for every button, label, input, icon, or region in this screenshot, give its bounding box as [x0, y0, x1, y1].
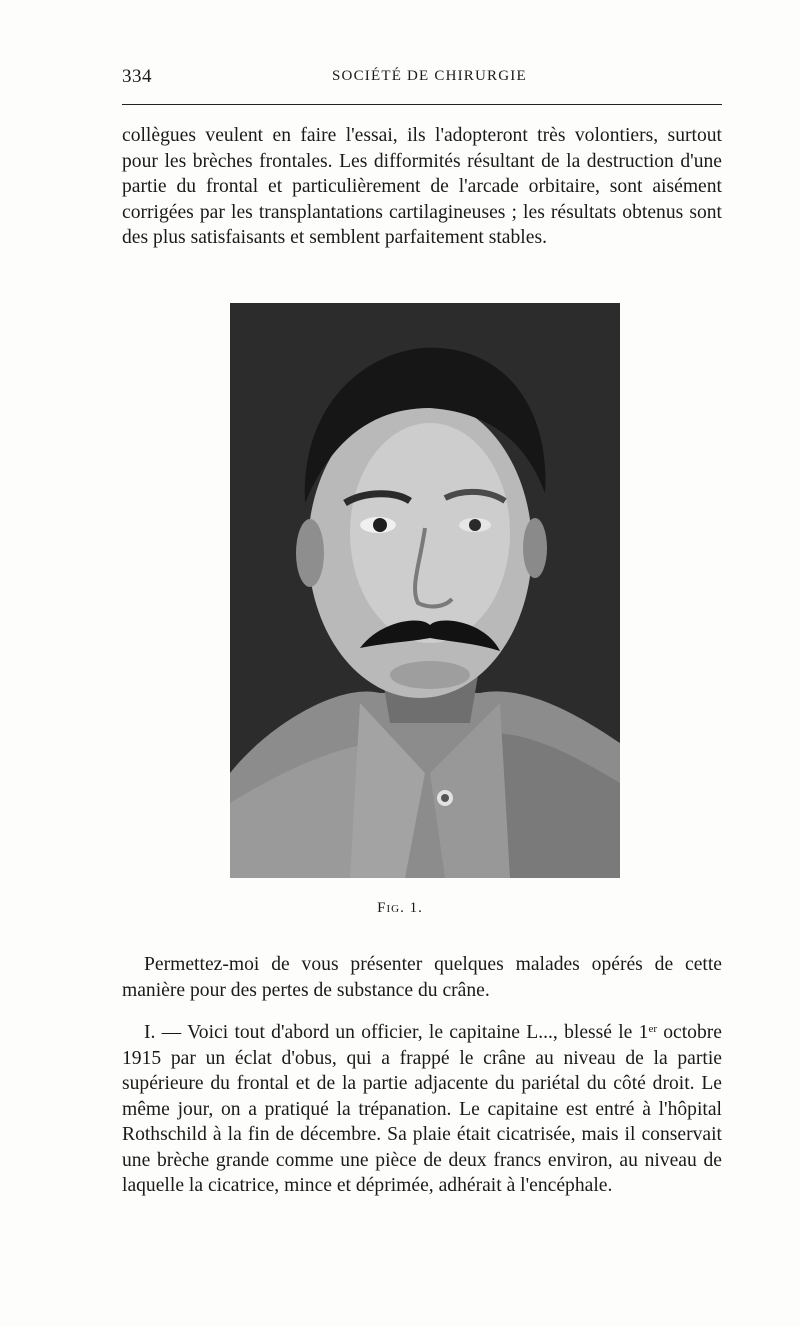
paragraph-bottom-part1: I. — Voici tout d'abord un officier, le capitaine L..., blessé le 1 [144, 1022, 649, 1043]
page-header [122, 66, 722, 92]
ordinal-superscript: er [648, 1023, 657, 1035]
paragraph-bottom-part2: octobre 1915 par un éclat d'obus, qui a frappé le crâne au niveau de la partie supérieure du frontal et de la partie adjacente du pariétal du côté droit. Le même jour, on a pratiqué la trépanation. Le capitaine est entré à l'hôpital Rothschild à la fin de décembre. Sa plaie était cicatrisée, mais il conservait une brèche grande comme une pièce de deux francs environ, au niveau de laquelle la cicatrice, mince et déprimée, adhérait à l'encéphale. [122, 1022, 722, 1196]
figure-caption [0, 900, 800, 917]
running-head: SOCIÉTÉ DE CHIRURGIE [332, 68, 527, 84]
header-rule [122, 104, 722, 105]
paragraph-bottom [122, 1020, 722, 1199]
paragraph-middle: Permettez-moi de vous présenter quelques malades opérés de cette manière pour des pertes de substance du crâne. [122, 954, 722, 1001]
page-number: 334 [122, 66, 152, 87]
portrait-photograph [230, 303, 620, 878]
paragraph-top: collègues veulent en faire l'essai, ils l'adopteront très volontiers, surtout pour les brèches frontales. Les difformités résultant de la destruction d'une partie du frontal et particulièrement de l'arcade orbitaire, sont aisément corrigées par les transplantations cartilagineuses ; les résultats obtenus sont des plus satisfaisants et semblent parfaitement stables. [122, 125, 722, 248]
figure-caption-text: Fig. 1. [377, 900, 423, 916]
portrait-illustration [230, 303, 620, 878]
